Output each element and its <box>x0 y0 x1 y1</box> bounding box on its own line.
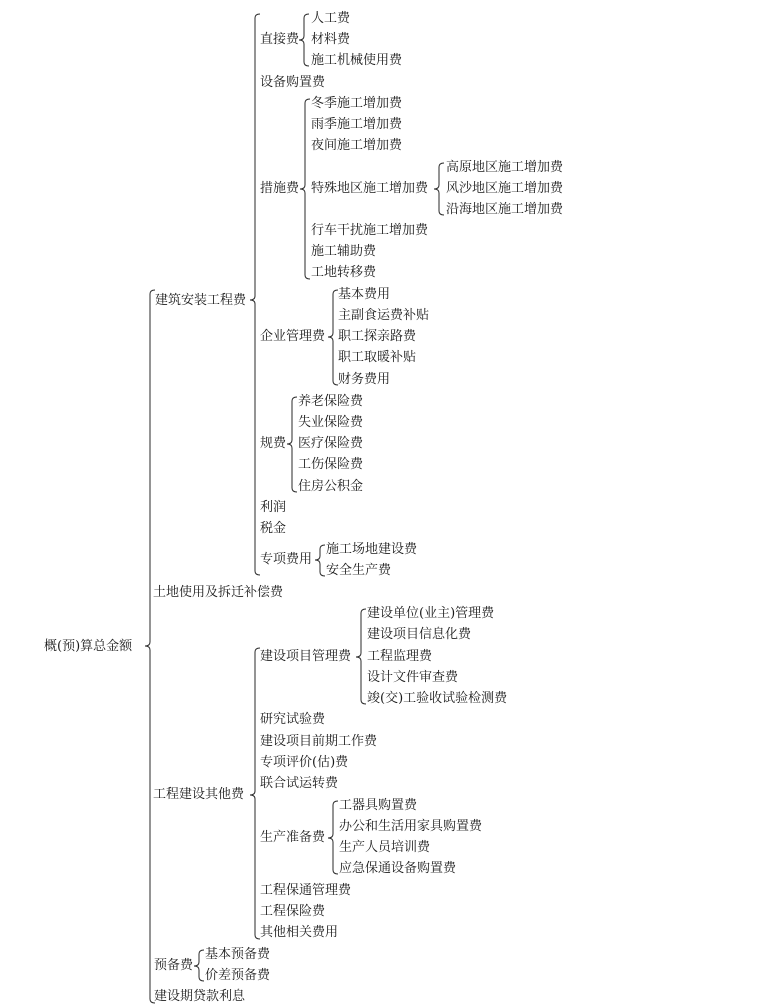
node-fees-item: 养老保险费 <box>298 394 364 409</box>
brace-special-area <box>434 163 444 215</box>
brace-reserve <box>194 950 204 981</box>
node-other-item: 联合试运转费 <box>260 776 339 791</box>
node-reserve-item: 基本预备费 <box>205 947 271 962</box>
node-other-item: 建设项目前期工作费 <box>260 734 378 749</box>
node-mgmt-item: 竣(交)工验收试验检测费 <box>367 691 508 706</box>
node-measures-item: 夜间施工增加费 <box>311 138 403 153</box>
node-direct-item: 施工机械使用费 <box>311 53 403 68</box>
node-mgmt-item: 建设单位(业主)管理费 <box>367 606 495 621</box>
node-direct: 直接费 <box>260 32 300 47</box>
node-measures-item: 雨季施工增加费 <box>311 117 403 132</box>
node-land: 土地使用及拆迁补偿费 <box>153 585 284 600</box>
node-equipment: 设备购置费 <box>260 75 326 90</box>
node-special-item: 沿海地区施工增加费 <box>446 202 564 217</box>
node-interest: 建设期贷款利息 <box>154 989 246 1004</box>
node-special-item: 高原地区施工增加费 <box>446 160 564 175</box>
node-direct-item: 人工费 <box>311 11 351 26</box>
brace-construction <box>250 14 260 575</box>
node-measures-item: 冬季施工增加费 <box>311 96 403 111</box>
node-other-item: 工程保险费 <box>260 904 326 919</box>
node-root: 概(预)算总金额 <box>44 639 133 654</box>
node-mgmt-item: 建设项目信息化费 <box>367 627 472 642</box>
node-profit: 利润 <box>260 500 287 515</box>
node-enterprise-item: 基本费用 <box>338 287 391 302</box>
node-enterprise: 企业管理费 <box>260 329 326 344</box>
node-fees-item: 工伤保险费 <box>298 457 364 472</box>
node-fees-item: 失业保险费 <box>298 415 364 430</box>
node-enterprise-item: 主副食运费补贴 <box>338 308 430 323</box>
node-measures-item: 工地转移费 <box>311 265 377 280</box>
node-measures-item: 行车干扰施工增加费 <box>311 223 429 238</box>
brace-mgmt <box>356 609 366 704</box>
node-special-area: 特殊地区施工增加费 <box>311 181 429 196</box>
node-other: 工程建设其他费 <box>153 787 245 802</box>
node-direct-item: 材料费 <box>311 32 351 47</box>
brace-production <box>328 801 338 874</box>
node-mgmt-item: 工程监理费 <box>367 649 433 664</box>
brace-special-fee <box>315 545 325 576</box>
node-special-fee-item: 施工场地建设费 <box>326 542 418 557</box>
node-special-fee: 专项费用 <box>260 552 313 567</box>
node-construction: 建筑安装工程费 <box>155 293 247 308</box>
node-production: 生产准备费 <box>260 830 326 845</box>
node-measures-item: 施工辅助费 <box>311 244 377 259</box>
node-reserve-item: 价差预备费 <box>205 968 271 983</box>
brace-root <box>145 290 155 1003</box>
node-other-item: 研究试验费 <box>260 712 326 727</box>
node-fees-item: 住房公积金 <box>298 479 364 494</box>
node-enterprise-item: 职工探亲路费 <box>338 329 417 344</box>
node-other-item: 其他相关费用 <box>260 925 339 940</box>
node-fees: 规费 <box>260 436 287 451</box>
node-production-item: 工器具购置费 <box>339 798 418 813</box>
node-other-item: 工程保通管理费 <box>260 883 352 898</box>
node-special-fee-item: 安全生产费 <box>326 563 392 578</box>
node-enterprise-item: 职工取暖补贴 <box>338 350 417 365</box>
node-special-item: 风沙地区施工增加费 <box>446 181 564 196</box>
node-enterprise-item: 财务费用 <box>338 372 391 387</box>
node-production-item: 应急保通设备购置费 <box>339 861 457 876</box>
brace-measures <box>300 99 310 279</box>
node-reserve: 预备费 <box>154 958 194 973</box>
node-production-item: 办公和生活用家具购置费 <box>339 819 483 834</box>
node-production-item: 生产人员培训费 <box>339 840 431 855</box>
node-mgmt: 建设项目管理费 <box>260 649 352 664</box>
node-measures: 措施费 <box>260 181 300 196</box>
node-tax: 税金 <box>260 521 287 536</box>
brace-fees <box>287 397 297 492</box>
node-fees-item: 医疗保险费 <box>298 436 364 451</box>
brace-enterprise <box>328 290 338 385</box>
brace-other <box>250 648 260 939</box>
node-mgmt-item: 设计文件审查费 <box>367 670 459 685</box>
node-other-item: 专项评价(估)费 <box>260 755 349 770</box>
brace-direct <box>299 14 309 66</box>
